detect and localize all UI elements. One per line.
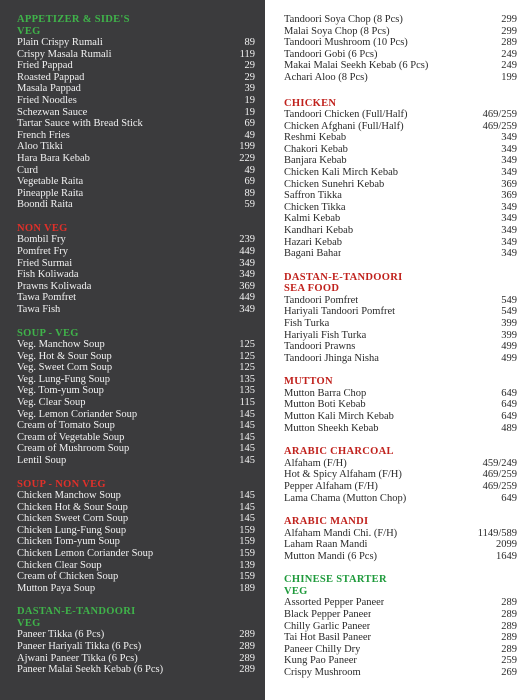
menu-item (17, 536, 255, 548)
menu-item (17, 629, 255, 641)
menu-item-name: Mutton Kali Mirch Kebab (284, 411, 394, 423)
menu-item (284, 609, 517, 621)
menu-section (17, 14, 255, 211)
menu-item (17, 37, 255, 49)
menu-item (17, 571, 255, 583)
section-heading: NON VEG (17, 222, 68, 234)
menu-item-price: 499 (501, 352, 517, 364)
menu-item-name: Kandhari Kebab (284, 225, 354, 236)
menu-item (17, 374, 255, 386)
menu-item (17, 397, 255, 409)
menu-item-name: Chicken Clear Soup (17, 559, 102, 571)
menu-item-price: 2099 (496, 539, 517, 551)
menu-item-price: 289 (501, 620, 517, 632)
menu-item (17, 234, 255, 246)
menu-item (284, 225, 517, 237)
menu-item-price: 289 (501, 37, 517, 49)
menu-item (284, 155, 517, 167)
menu-item (17, 432, 255, 444)
menu-item (284, 213, 517, 225)
menu-item-name: Curd (17, 164, 38, 176)
menu-item-price: 259 (501, 655, 517, 667)
menu-item-name: Tai Hot Basil Paneer (284, 632, 372, 644)
menu-item (17, 141, 255, 153)
section-heading: DASTAN-E-TANDOORI (284, 271, 403, 283)
menu-item-name: Pepper Alfaham (F/H) (284, 480, 378, 492)
menu-column-left (0, 0, 265, 700)
menu-item (17, 153, 255, 165)
menu-item-price: 49 (244, 129, 255, 141)
menu-item (17, 653, 255, 665)
menu-item-name: Pomfret Fry (17, 246, 69, 257)
menu-item (17, 95, 255, 107)
menu-item-price: 349 (501, 201, 517, 213)
menu-item-name: Veg. Lung-Fung Soup (17, 373, 111, 385)
menu-item-price: 449 (239, 292, 255, 304)
menu-section (17, 606, 255, 675)
menu-item-name: Chicken Manchow Soup (17, 490, 121, 502)
menu-item-price: 399 (501, 329, 517, 341)
menu-item-name: Chicken Afghani (Full/Half) (284, 120, 404, 132)
menu-item (284, 295, 517, 307)
menu-item-name: Chicken Lung-Fung Soup (17, 524, 127, 536)
menu-item (17, 176, 255, 188)
menu-item-price: 649 (501, 399, 517, 411)
menu-item (284, 37, 517, 49)
menu-item-name: Bagani Bahar (284, 248, 342, 260)
menu-item-name: Paneer Malai Seekh Kebab (6 Pcs) (17, 664, 164, 676)
menu-item (17, 443, 255, 455)
menu-item (284, 121, 517, 133)
menu-item-price: 159 (239, 524, 255, 536)
menu-item (284, 60, 517, 72)
menu-item-price: 199 (239, 141, 255, 153)
menu-item-price: 289 (239, 629, 255, 641)
menu-item-price: 239 (239, 234, 255, 246)
menu-item (284, 190, 517, 202)
menu-item (284, 72, 517, 84)
menu-item-price: 69 (244, 118, 255, 130)
menu-item-name: Pineapple Raita (17, 187, 84, 199)
menu-item-name: Hara Bara Kebab (17, 152, 90, 164)
menu-item-price: 145 (239, 455, 255, 466)
menu-item (284, 306, 517, 318)
menu-item (284, 144, 517, 156)
menu-item-name: Chakori Kebab (284, 143, 348, 155)
menu-item-name: Fried Pappad (17, 60, 73, 72)
menu-item-price: 59 (244, 199, 255, 211)
menu-item-name: Fried Noodles (17, 94, 77, 106)
menu-item-name: Tandoori Mushroom (10 Pcs) (284, 37, 408, 49)
menu-item-price: 649 (501, 411, 517, 423)
menu-item (17, 107, 255, 119)
menu-item-price: 369 (501, 190, 517, 202)
menu-item-price: 649 (501, 387, 517, 399)
menu-item (284, 528, 517, 540)
menu-item-price: 349 (501, 132, 517, 144)
menu-item (17, 281, 255, 293)
menu-item-name: Boondi Raita (17, 199, 73, 211)
menu-item (284, 14, 517, 26)
menu-item (284, 493, 517, 505)
menu-item-name: Laham Raan Mandi (284, 539, 368, 551)
menu-item-price: 289 (501, 643, 517, 655)
menu-item-price: 459/249 (482, 457, 517, 469)
menu-item-price: 29 (244, 60, 255, 72)
menu-item-name: Chicken Tikka (284, 201, 346, 213)
menu-item-price: 449 (239, 246, 255, 257)
menu-item-name: Veg. Lemon Coriander Soup (17, 408, 138, 420)
menu-item-price: 145 (239, 490, 255, 502)
menu-item-name: Masala Pappad (17, 83, 81, 95)
menu-item-name: Cream of Chicken Soup (17, 571, 119, 583)
section-heading: APPETIZER & SIDE'S (17, 14, 130, 25)
menu-item (284, 179, 517, 191)
menu-item-name: Tandoori Chicken (Full/Half) (284, 109, 408, 121)
menu-item-name: Veg. Clear Soup (17, 397, 86, 409)
menu-item-name: Ajwani Paneer Tikka (6 Pcs) (17, 652, 138, 664)
menu-item-name: Chicken Tom-yum Soup (17, 536, 120, 548)
section-heading: CHICKEN (284, 97, 337, 109)
menu-item-price: 145 (239, 420, 255, 432)
menu-item-name: Crispy Mushroom (284, 666, 361, 678)
menu-item-name: Tartar Sauce with Bread Stick (17, 118, 143, 130)
menu-item-price: 1649 (496, 550, 517, 562)
section-heading: VEG (284, 585, 308, 597)
menu-section (284, 446, 517, 504)
menu-item-price: 299 (501, 25, 517, 37)
menu-item-price: 139 (239, 559, 255, 571)
menu-item (17, 490, 255, 502)
menu-item-price: 469/259 (482, 109, 517, 121)
menu-item-price: 499 (501, 341, 517, 353)
menu-item-name: Tawa Fish (17, 303, 61, 315)
menu-item-name: Assorted Pepper Paneer (284, 597, 385, 609)
section-heading: MUTTON (284, 376, 333, 388)
section-heading: CHINESE STARTER (284, 574, 387, 586)
section-heading: SOUP - NON VEG (17, 478, 106, 490)
menu-item-name: Chicken Sunehri Kebab (284, 178, 385, 190)
menu-item (284, 399, 517, 411)
menu-item-name: Tandoori Jhinga Nisha (284, 352, 379, 364)
menu-item (284, 423, 517, 435)
menu-item (284, 202, 517, 214)
menu-item-price: 349 (501, 225, 517, 236)
menu-item (17, 118, 255, 130)
menu-item-price: 125 (239, 350, 255, 362)
menu-item (284, 167, 517, 179)
menu-item-name: Lentil Soup (17, 455, 67, 466)
menu-item-price: 135 (239, 373, 255, 385)
menu-section (284, 516, 517, 562)
menu-item (17, 548, 255, 560)
menu-item-price: 145 (239, 513, 255, 525)
menu-item-name: Mutton Mandi (6 Pcs) (284, 550, 378, 562)
menu-item-name: Banjara Kebab (284, 155, 347, 167)
menu-item-name: Fish Koliwada (17, 269, 79, 281)
menu-section (284, 272, 517, 365)
menu-item (284, 411, 517, 423)
menu-item-price: 549 (501, 306, 517, 318)
menu-item-name: Hariyali Fish Turka (284, 329, 367, 341)
menu-item (284, 655, 517, 667)
menu-item (284, 353, 517, 365)
menu-item-price: 349 (501, 236, 517, 248)
menu-item-price: 289 (501, 597, 517, 609)
menu-item (17, 49, 255, 61)
menu-item (17, 130, 255, 142)
section-heading: SOUP - VEG (17, 327, 79, 339)
menu-item-name: Tawa Pomfret (17, 292, 77, 304)
menu-item (284, 248, 517, 260)
menu-item (17, 292, 255, 304)
menu-item-price: 349 (501, 213, 517, 225)
menu-item-price: 649 (501, 492, 517, 504)
menu-item-price: 349 (239, 269, 255, 281)
menu-item (284, 330, 517, 342)
menu-item-price: 299 (501, 14, 517, 25)
menu-item-price: 159 (239, 571, 255, 583)
menu-item-price: 189 (239, 582, 255, 594)
menu-item (284, 621, 517, 633)
menu-item-price: 369 (501, 178, 517, 190)
menu-item-name: Schezwan Sauce (17, 106, 88, 118)
section-heading: SEA FOOD (284, 283, 340, 295)
menu-item-price: 349 (501, 143, 517, 155)
menu-item (17, 246, 255, 258)
menu-item-price: 19 (244, 106, 255, 118)
section-heading: DASTAN-E-TANDOORI (17, 606, 136, 618)
menu-item-name: Mutton Paya Soup (17, 582, 96, 594)
menu-section (17, 223, 255, 316)
menu-item-price: 349 (239, 257, 255, 269)
menu-item-price: 145 (239, 431, 255, 443)
menu-item-name: Tandoori Pomfret (284, 294, 359, 306)
menu-item (17, 583, 255, 595)
menu-item (17, 339, 255, 351)
menu-item-price: 145 (239, 501, 255, 513)
menu-item (17, 455, 255, 467)
menu-item (17, 362, 255, 374)
menu-item (284, 237, 517, 249)
menu-item-name: Malai Soya Chop (8 Pcs) (284, 25, 390, 37)
menu-item-price: 145 (239, 443, 255, 455)
menu-item-name: Achari Aloo (8 Pcs) (284, 71, 368, 83)
menu-item-name: Cream of Mushroom Soup (17, 443, 130, 455)
menu-item-price: 199 (501, 71, 517, 83)
menu-item (17, 560, 255, 572)
menu-item-price: 159 (239, 548, 255, 560)
menu-section (284, 574, 517, 678)
menu-item (284, 667, 517, 679)
menu-item-name: Chicken Hot & Sour Soup (17, 501, 128, 513)
menu-item (17, 502, 255, 514)
menu-item-name: French Fries (17, 129, 70, 141)
menu-item (284, 132, 517, 144)
menu-item (17, 664, 255, 676)
menu-item-price: 69 (244, 176, 255, 188)
menu-item-price: 89 (244, 37, 255, 48)
menu-item-price: 289 (239, 664, 255, 676)
menu-item (17, 72, 255, 84)
menu-item-price: 349 (239, 303, 255, 315)
section-heading: ARABIC MANDI (284, 516, 369, 528)
menu-item (17, 269, 255, 281)
menu-item-price: 249 (501, 48, 517, 60)
menu-item-price: 1149/589 (477, 527, 517, 539)
menu-item (284, 469, 517, 481)
menu-column-right (265, 0, 531, 700)
menu-item-name: Fried Surmai (17, 257, 73, 269)
menu-item-price: 349 (501, 248, 517, 260)
menu-item-name: Aloo Tikki (17, 141, 63, 153)
menu-item-name: Kalmi Kebab (284, 213, 341, 225)
menu-item-price: 289 (239, 641, 255, 653)
menu-item-name: Hot & Spicy Alfaham (F/H) (284, 469, 402, 481)
menu-item-name: Roasted Pappad (17, 71, 85, 83)
menu-item-name: Fish Turka (284, 317, 330, 329)
menu-item-name: Mutton Barra Chop (284, 387, 367, 399)
menu-item-name: Hariyali Tandoori Pomfret (284, 306, 396, 318)
menu-item (284, 644, 517, 656)
menu-item (284, 597, 517, 609)
menu-item (17, 525, 255, 537)
menu-item-price: 289 (239, 652, 255, 664)
menu-item-name: Chicken Kali Mirch Kebab (284, 167, 399, 179)
menu-item (17, 420, 255, 432)
menu-item (284, 341, 517, 353)
menu-item-name: Cream of Tomato Soup (17, 420, 115, 432)
menu-item-name: Chicken Lemon Coriander Soup (17, 548, 154, 560)
menu-item-name: Black Pepper Paneer (284, 608, 372, 620)
menu-item-name: Cream of Vegetable Soup (17, 431, 125, 443)
menu-item-name: Hazari Kebab (284, 236, 343, 248)
menu-section (284, 98, 517, 260)
menu-section (17, 479, 255, 595)
menu-item-price: 249 (501, 60, 517, 72)
menu-item-name: Alfaham (F/H) (284, 457, 347, 469)
menu-item-name: Paneer Chilly Dry (284, 643, 361, 655)
menu-item-name: Makai Malai Seekh Kebab (6 Pcs) (284, 60, 429, 72)
menu-item (284, 318, 517, 330)
menu-item-name: Lama Chama (Mutton Chop) (284, 492, 407, 504)
menu-item-name: Paneer Hariyali Tikka (6 Pcs) (17, 641, 142, 653)
menu-item-name: Reshmi Kebab (284, 132, 347, 144)
menu-item-name: Chilly Garlic Paneer (284, 620, 371, 632)
menu-item-name: Vegetable Raita (17, 176, 84, 188)
menu-section (17, 328, 255, 467)
menu-item-price: 145 (239, 408, 255, 420)
menu-item-price: 19 (244, 94, 255, 106)
menu-section (284, 14, 517, 84)
menu-item-name: Mutton Boti Kebab (284, 399, 366, 411)
menu-item-price: 469/259 (482, 480, 517, 492)
section-heading: VEG (17, 25, 41, 37)
menu-item-name: Chicken Sweet Corn Soup (17, 513, 129, 525)
menu-item (17, 258, 255, 270)
menu-section (284, 376, 517, 434)
menu-item-name: Plain Crispy Rumali (17, 37, 103, 48)
menu-item-name: Crispy Masala Rumali (17, 48, 112, 60)
menu-item-price: 349 (501, 167, 517, 179)
menu-item (284, 388, 517, 400)
menu-item (284, 481, 517, 493)
menu-item (284, 109, 517, 121)
menu-item-price: 469/259 (482, 120, 517, 132)
menu-item (17, 351, 255, 363)
menu-item-name: Mutton Sheekh Kebab (284, 422, 379, 434)
menu-item-price: 89 (244, 187, 255, 199)
menu-item (284, 49, 517, 61)
menu-item-price: 229 (239, 152, 255, 164)
menu-item (17, 199, 255, 211)
menu-item-price: 399 (501, 317, 517, 329)
menu-item-name: Veg. Manchow Soup (17, 339, 105, 351)
menu-item-name: Paneer Tikka (6 Pcs) (17, 629, 105, 641)
menu-item-name: Tandoori Gobi (6 Pcs) (284, 48, 378, 60)
menu-item-name: Bombil Fry (17, 234, 66, 246)
section-heading: ARABIC CHARCOAL (284, 446, 394, 458)
menu-item (17, 641, 255, 653)
menu-item-price: 115 (239, 397, 255, 409)
menu-item-price: 159 (239, 536, 255, 548)
menu-item (284, 539, 517, 551)
menu-item (284, 632, 517, 644)
menu-item-price: 289 (501, 632, 517, 644)
menu-item-price: 29 (244, 71, 255, 83)
menu-item (17, 409, 255, 421)
section-heading: VEG (17, 617, 41, 629)
menu-item-price: 125 (239, 339, 255, 351)
menu-item-name: Prawns Koliwada (17, 280, 92, 292)
menu-item (17, 304, 255, 316)
menu-item-price: 119 (239, 48, 255, 60)
menu-item-name: Alfaham Mandi Chi. (F/H) (284, 527, 398, 539)
menu-item-price: 135 (239, 385, 255, 397)
menu-item (17, 188, 255, 200)
menu-item-price: 269 (501, 666, 517, 678)
menu-item-name: Tandoori Prawns (284, 341, 356, 353)
menu-item (17, 513, 255, 525)
menu-item-name: Veg. Hot & Sour Soup (17, 350, 112, 362)
menu-item-name: Saffron Tikka (284, 190, 342, 202)
menu-item-price: 125 (239, 362, 255, 374)
menu-item (284, 26, 517, 38)
menu-item-price: 349 (501, 155, 517, 167)
menu-item-name: Veg. Sweet Corn Soup (17, 362, 113, 374)
menu-item-price: 469/259 (482, 469, 517, 481)
menu-item (17, 165, 255, 177)
menu-item (284, 458, 517, 470)
menu-item (17, 83, 255, 95)
menu-item-price: 549 (501, 294, 517, 306)
menu-item-name: Veg. Tom-yum Soup (17, 385, 104, 397)
menu-item-price: 49 (244, 164, 255, 176)
menu-item (284, 551, 517, 563)
menu-item-name: Kung Pao Paneer (284, 655, 357, 667)
menu-item-price: 289 (501, 608, 517, 620)
menu-item-name: Tandoori Soya Chop (8 Pcs) (284, 14, 403, 25)
menu-item-price: 489 (501, 422, 517, 434)
menu-item (17, 385, 255, 397)
menu-item-price: 39 (244, 83, 255, 95)
menu-item (17, 60, 255, 72)
menu-item-price: 369 (239, 280, 255, 292)
